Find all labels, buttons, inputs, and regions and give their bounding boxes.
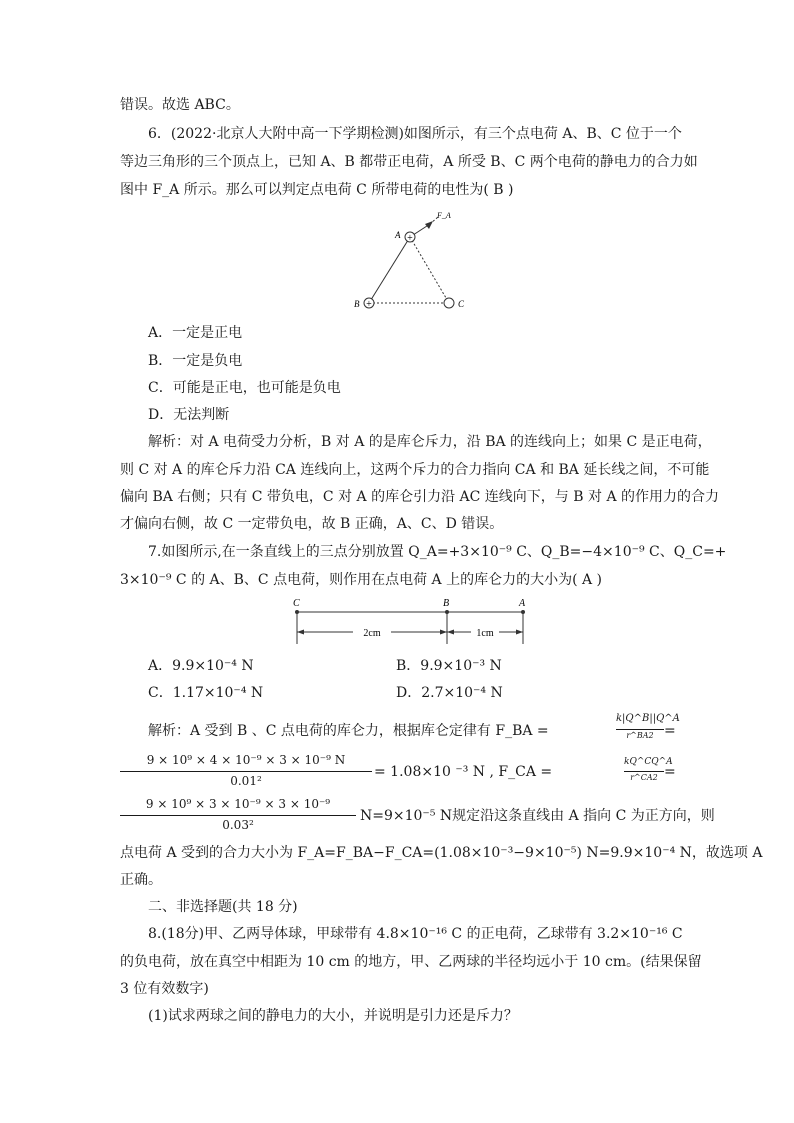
fraction-bar bbox=[120, 815, 356, 816]
fraction-bar bbox=[624, 771, 664, 772]
analysis-line: 解析：A 受到 B 、C 点电荷的库仑力，根据库仑定律有 F_BA = bbox=[148, 723, 549, 739]
label-c: C bbox=[293, 598, 300, 609]
option-a: A．9.9×10⁻⁴ N bbox=[148, 658, 254, 674]
label-force: F_A bbox=[437, 211, 451, 220]
option-d: D．2.7×10⁻⁴ N bbox=[396, 685, 503, 701]
edge-ac bbox=[410, 237, 449, 303]
option-b: B．9.9×10⁻³ N bbox=[396, 658, 502, 674]
distance-cb: 2cm bbox=[363, 628, 381, 639]
question-7-stem: 7.如图所示,在一条直线上的三点分别放置 Q_A=+3×10⁻⁹ C、Q_B=−4×10⁻⁹ C、Q_C=+ bbox=[148, 544, 727, 560]
arrow-head bbox=[516, 630, 523, 635]
fraction-denominator: 0.01² bbox=[230, 774, 262, 788]
text-line: 等边三角形的三个顶点上，已知 A、B 都带正电荷，A 所受 B、C 两个电荷的静电力的合力如 bbox=[120, 154, 698, 170]
line-charge-diagram bbox=[285, 594, 535, 649]
analysis-line: 则 C 对 A 的库仑斥力沿 CA 连线向上，这两个斥力的合力指向 CA 和 BA 延长线之间，不可能 bbox=[120, 462, 710, 478]
fraction-numerator: 9 × 10⁹ × 4 × 10⁻⁹ × 3 × 10⁻⁹ N bbox=[146, 753, 346, 767]
fraction-bar bbox=[616, 729, 664, 730]
analysis-line: 偏向 BA 右侧；只有 C 带负电，C 对 A 的库仑引力沿 AC 连线向下，与 B 对 A 的作用力的合力 bbox=[120, 489, 720, 505]
option-b: B．一定是负电 bbox=[148, 353, 243, 369]
analysis-result: = 1.08×10 ⁻³ N , F_CA = bbox=[374, 764, 553, 780]
arrow-head bbox=[440, 630, 447, 635]
arrow-head bbox=[425, 221, 433, 229]
fraction-denominator: r^CA2 bbox=[630, 773, 658, 782]
distance-ba: 1cm bbox=[476, 628, 494, 639]
fraction-numerator: kQ^CQ^A bbox=[624, 757, 673, 767]
option-c: C．1.17×10⁻⁴ N bbox=[148, 685, 264, 701]
arrow-head bbox=[447, 630, 454, 635]
analysis-line: 点电荷 A 受到的合力大小为 F_A=F_BA−F_CA=(1.08×10⁻³−9×10⁻⁵) N=9.9×10⁻⁴ N，故选项 A bbox=[120, 845, 763, 861]
label-b: B bbox=[354, 299, 360, 309]
section-title: 二、非选择题(共 18 分) bbox=[148, 899, 298, 915]
fraction-numerator: 9 × 10⁹ × 3 × 10⁻⁹ × 3 × 10⁻⁹ bbox=[145, 797, 331, 811]
label-a: A bbox=[519, 598, 526, 609]
edge-ab bbox=[369, 237, 410, 303]
option-d: D．无法判断 bbox=[148, 407, 230, 423]
label-a: A bbox=[395, 230, 401, 240]
charge-c bbox=[444, 298, 454, 308]
analysis-line: 解析：对 A 电荷受力分析，B 对 A 的是库仑斥力，沿 BA 的连线向上；如果 C 是正电荷， bbox=[148, 434, 712, 450]
plus-sign: + bbox=[407, 233, 413, 244]
fraction-bar bbox=[120, 771, 372, 772]
option-a: A．一定是正电 bbox=[148, 325, 243, 341]
question-6-stem: 6．(2022·北京人大附中高一下学期检测)如图所示，有三个点电荷 A、B、C 位于一个 bbox=[148, 126, 682, 142]
text-line: 3 位有效数字) bbox=[120, 981, 209, 997]
equals-sign: = bbox=[664, 723, 676, 739]
text-line: 错误。故选 ABC。 bbox=[120, 97, 240, 113]
label-b: B bbox=[443, 598, 450, 609]
arrow-head bbox=[297, 630, 304, 635]
analysis-result: N=9×10⁻⁵ N规定沿这条直线由 A 指向 C 为正方向，则 bbox=[360, 808, 715, 824]
equals-sign: = bbox=[664, 764, 676, 780]
triangle-charge-diagram bbox=[340, 205, 480, 315]
sub-question-1: (1)试求两球之间的静电力的大小，并说明是引力还是斥力？ bbox=[148, 1008, 518, 1024]
text-line: 图中 F_A 所示。那么可以判定点电荷 C 所带电荷的电性为( B ) bbox=[120, 182, 514, 198]
question-8-stem: 8.(18分)甲、乙两导体球，甲球带有 4.8×10⁻¹⁶ C 的正电荷，乙球带有 3.2×10⁻¹⁶ C bbox=[148, 926, 683, 942]
fraction-denominator: 0.03² bbox=[222, 818, 254, 832]
plus-sign: + bbox=[366, 299, 372, 310]
text-line: 的负电荷，放在真空中相距为 10 cm 的地方，甲、乙两球的半径均远小于 10 cm。(结果保留 bbox=[120, 954, 702, 970]
analysis-line: 正确。 bbox=[120, 872, 162, 888]
fraction-denominator: r^BA2 bbox=[626, 731, 654, 740]
label-c: C bbox=[458, 299, 465, 309]
option-c: C．可能是正电，也可能是负电 bbox=[148, 380, 341, 396]
text-line: 3×10⁻⁹ C 的 A、B、C 点电荷，则作用在点电荷 A 上的库仑力的大小为( A ) bbox=[120, 572, 603, 588]
analysis-line: 才偏向右侧，故 C 一定带负电，故 B 正确，A、C、D 错误。 bbox=[120, 516, 504, 532]
fraction-numerator: k|Q^B||Q^A bbox=[616, 713, 680, 724]
